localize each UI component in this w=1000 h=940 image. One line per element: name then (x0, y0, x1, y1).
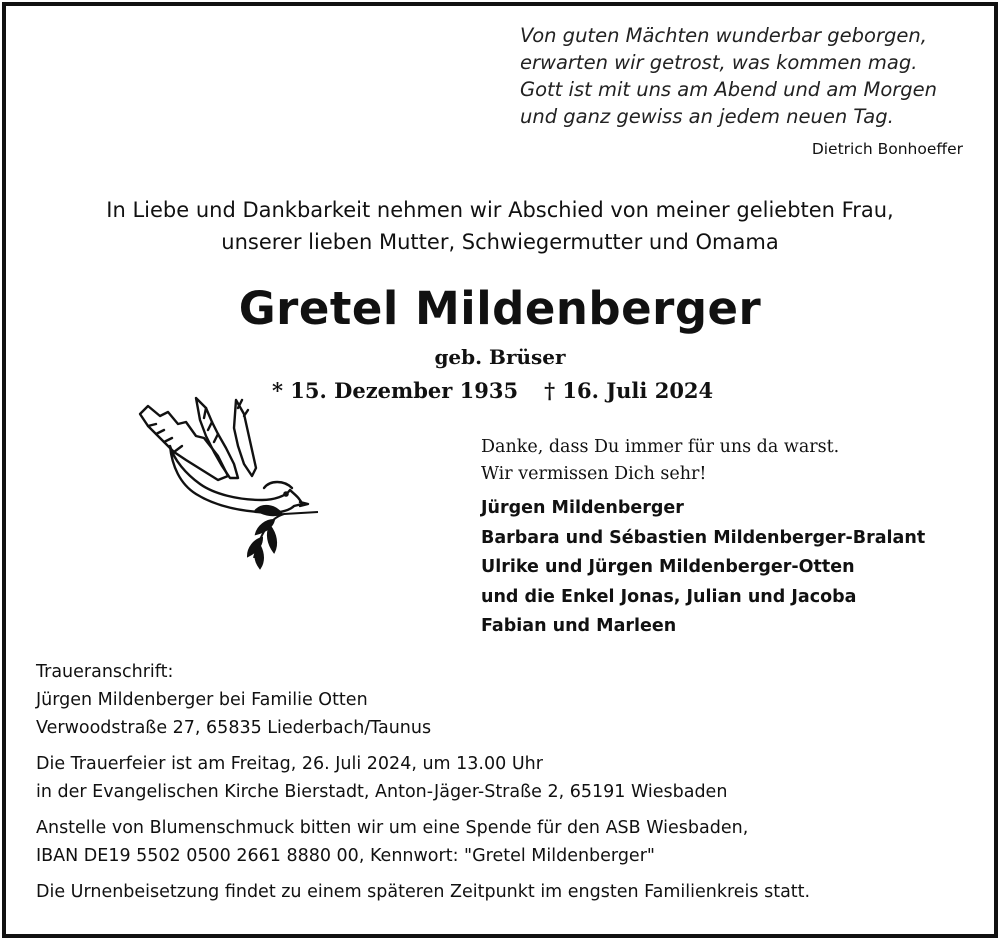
notice-details (36, 658, 966, 914)
bonhoeffer-quote (520, 22, 970, 130)
quote-line: und ganz gewiss an jedem neuen Tag. (520, 105, 894, 128)
quote-line: Von guten Mächten wunderbar geborgen, (520, 24, 927, 47)
family-member: Ulrike und Jürgen Mildenberger-Otten (481, 557, 855, 577)
birth-name: geb. Brüser (434, 345, 566, 369)
thanks-text (481, 434, 981, 488)
ceremony-line: Die Trauerfeier ist am Freitag, 26. Juli 2024, um 13.00 Uhr (36, 754, 543, 774)
intro-line: unserer lieben Mutter, Schwiegermutter und Omama (221, 230, 779, 254)
burial-line: Die Urnenbeisetzung findet zu einem späteren Zeitpunkt im engsten Familienkreis statt. (36, 882, 811, 902)
quote-line: Gott ist mit uns am Abend und am Morgen (520, 78, 938, 101)
mourning-address (36, 658, 966, 742)
intro-line: In Liebe und Dankbarkeit nehmen wir Abschied von meiner geliebten Frau, (106, 198, 894, 222)
dove-with-olive-branch-icon (134, 394, 326, 570)
deceased-name: Gretel Mildenberger (238, 282, 762, 335)
death-date: † 16. Juli 2024 (544, 378, 714, 403)
thanks-line: Wir vermissen Dich sehr! (481, 464, 707, 484)
quote-line: erwarten wir getrost, was kommen mag. (520, 51, 918, 74)
donation-line: IBAN DE19 5502 0500 2661 8880 00, Kennwort: "Gretel Mildenberger" (36, 846, 655, 866)
family-member: und die Enkel Jonas, Julian und Jacoba (481, 586, 857, 607)
intro-text (0, 194, 1000, 258)
urn-burial-note (36, 878, 966, 906)
address-line: Verwoodstraße 27, 65835 Liederbach/Taunus (36, 718, 432, 738)
donation-line: Anstelle von Blumenschmuck bitten wir um eine Spende für den ASB Wiesbaden, (36, 818, 749, 838)
thanks-line: Danke, dass Du immer für uns da warst. (481, 437, 840, 457)
family-member: Barbara und Sébastien Mildenberger-Bralant (481, 527, 926, 548)
family-list (481, 494, 991, 642)
birth-date: * 15. Dezember 1935 (272, 378, 519, 403)
funeral-ceremony (36, 750, 966, 806)
life-dates (272, 378, 732, 403)
family-member: Fabian und Marleen (481, 616, 677, 636)
address-line: Jürgen Mildenberger bei Familie Otten (36, 690, 368, 710)
address-label: Traueranschrift: (36, 662, 174, 682)
ceremony-line: in der Evangelischen Kirche Bierstadt, Anton-Jäger-Straße 2, 65191 Wiesbaden (36, 782, 728, 802)
quote-author: Dietrich Bonhoeffer (811, 140, 963, 158)
family-member: Jürgen Mildenberger (481, 498, 684, 518)
donation-request (36, 814, 966, 870)
